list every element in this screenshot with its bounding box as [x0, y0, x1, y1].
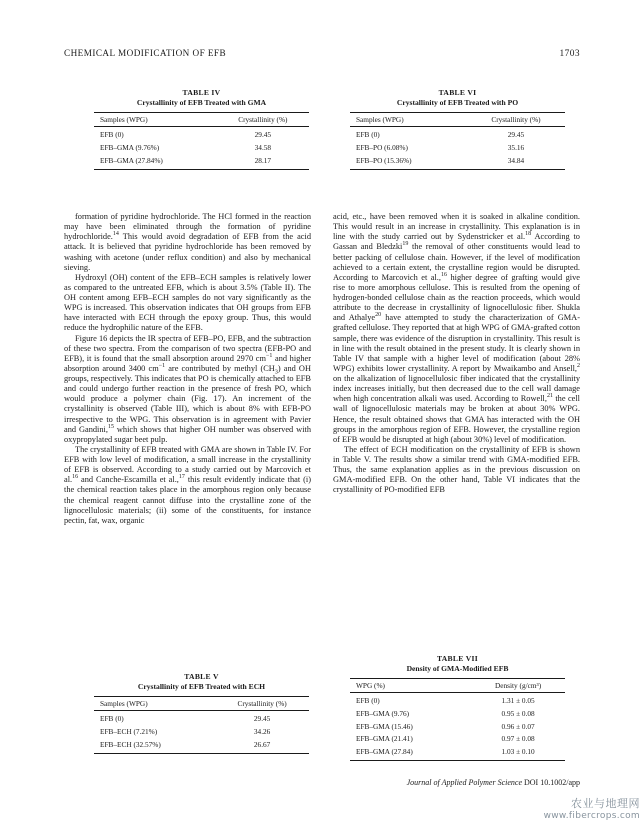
- cell-crystallinity: 29.45: [507, 130, 525, 140]
- table-row: [350, 733, 565, 746]
- table-row: [350, 127, 565, 142]
- table-vii-col-1: Density (g/cm³): [471, 678, 565, 693]
- table-row: [94, 725, 309, 738]
- cell-wpg: EFB–GMA (27.84): [350, 745, 471, 760]
- cell-crystallinity: 34.58: [254, 143, 272, 153]
- running-head-title: CHEMICAL MODIFICATION OF EFB: [64, 48, 227, 58]
- page-number: 1703: [559, 49, 580, 59]
- table-vi: [350, 88, 565, 170]
- journal-footer: [407, 778, 580, 787]
- cell-crystallinity: 35.16: [507, 143, 525, 153]
- table-iv-caption: [94, 88, 309, 109]
- table-iv-label: TABLE IV: [182, 88, 221, 97]
- table-vi-label: TABLE VI: [438, 88, 477, 97]
- watermark-line-1: 农业与地理网: [571, 797, 640, 810]
- table-row: [350, 141, 565, 154]
- table-vii-label: TABLE VII: [436, 654, 479, 663]
- cell-density: 1.31 ± 0.05: [501, 696, 535, 706]
- paragraph: Figure 16 depicts the IR spectra of EFB–PO, EFB, and the subtraction of these two spectra. From the comparison of two spectra (EFB-PO and EFB), it is found that the small absorption around 2970 $cm^{-1}$ and higher absorption around 3400 $cm^{-1}$ are contributed by methyl $(CH_3)$ and OH groups, respectively. This indicates that PO is chemically attached to EFB and could undergo further reaction in the presence of fresh PO, which would produce a polymer chain (Fig. 17). An increment of the crystallinity is observed (Table III), which is about 8% with EFB-PO irrespective to the WPG. This observation is in agreement with Pavier and Gandini,$^{15}$ which shows that higher OH number was observed with oxypropylated sugar beet pulp.: [64, 333, 311, 444]
- cell-wpg: EFB–GMA (15.46): [356, 721, 413, 731]
- cell-sample: EFB (0): [100, 714, 124, 724]
- table-vii-col-0: WPG (%): [350, 678, 471, 693]
- table-vi-caption: [350, 88, 565, 109]
- cell-crystallinity: 34.26: [253, 727, 271, 737]
- table-v-col-1: Crystallinity (%): [215, 696, 309, 711]
- watermark: [544, 797, 640, 822]
- table-header-row: [350, 112, 565, 127]
- cell-crystallinity: 29.45: [253, 714, 271, 724]
- cell-sample: EFB–PO (6.08%): [356, 143, 408, 153]
- table-vi-grid: [350, 112, 565, 170]
- cell-density: 0.96 ± 0.07: [501, 721, 535, 731]
- paragraph: acid, etc., have been removed when it is soaked in alkaline condition. This would result in an increase in crystallinity. This explanation is in line with the study carried out by Sydenstricker et al.$^{18}$ According to Gassan and Bledzki$^{19}$ the removal of other constituents would lead to better packing of cellulose chain. However, if the level of modification achieved to a certain extent, the crystalline region would be disrupted. According to Marcovich et al.,$^{16}$ higher degree of grafting would give rise to more amorphous cellulose. This is resulted from the opening of hydrogen-bonded cellulose chain as the reaction proceeds, which would attribute to the decrease in crystallinity of lignocellulosic fiber. Shukla and Athalye$^{20}$ have attempted to study the characterization of GMA-grafted cellulose. They reported that at high WPG of GMA-grafted cotton sample, there was evidence of the disruption in crystallinity. This result is in line with the result obtained in the present study. It is clearly shown in Table IV that sample with a higher level of modification (about 28% WPG) exhibits lower crystallinity. A report by Mwaikambo and Ansell,$^2$ on the alkalization of lignocellulosic fiber indicated that the crystallinity index increases initially, but then decreased due to the cell wall damage when high concentration alkali was used. According to Rowell,$^{21}$ the cell wall of lignocellulosic materials may be broken at about 30% WPG. Hence, the result obtained shows that GMA has interacted with the OH groups in the amorphous region of EFB. However, the crystalline region of EFB would be disrupted at high (about 30%) level of modification.: [333, 212, 581, 444]
- table-v-caption: [94, 672, 309, 693]
- cell-sample: EFB–GMA (9.76%): [100, 143, 160, 153]
- cell-wpg: EFB–GMA (21.41): [356, 734, 413, 744]
- table-iv-grid: [94, 112, 309, 170]
- table-row: [94, 738, 309, 753]
- paragraph: The effect of ECH modification on the crystallinity of EFB is shown in Table V. The results show a similar trend with GMA-modified EFB. Thus, the same explanation applies as in the previous discussion on GMA-modified EFB. On the other hand, Table VI indicates that the crystallinity of PO-modified EFB: [333, 444, 580, 495]
- body-column-right: [333, 212, 580, 496]
- table-v-title: Crystallinity of EFB Treated with ECH: [137, 682, 266, 692]
- doi-text: DOI 10.1002/app: [524, 778, 580, 787]
- cell-wpg: EFB (0): [356, 696, 380, 706]
- table-iv: [94, 88, 309, 170]
- table-vi-col-1: Crystallinity (%): [467, 112, 565, 127]
- table-vii: [350, 654, 565, 761]
- cell-crystallinity: 34.84: [467, 154, 565, 169]
- table-vii-title: Density of GMA-Modified EFB: [406, 664, 509, 674]
- running-head: [64, 48, 580, 59]
- table-vii-caption: [350, 654, 565, 675]
- cell-crystallinity: 29.45: [254, 130, 272, 140]
- cell-sample: EFB–ECH (32.57%): [94, 738, 215, 753]
- cell-crystallinity: 26.67: [215, 738, 309, 753]
- cell-sample: EFB–GMA (27.84%): [94, 154, 217, 169]
- table-row: [350, 693, 565, 708]
- table-row: [94, 127, 309, 142]
- cell-crystallinity: 28.17: [217, 154, 309, 169]
- cell-density: 1.03 ± 0.10: [471, 745, 565, 760]
- paragraph: Hydroxyl (OH) content of the EFB–ECH samples is relatively lower as compared to the untreated EFB, which is about 3.5% (Table II). The OH content among EFB–ECH samples do not vary significantly as the WPG is increased. This observation indicates that OH groups from EFB have interacted with ECH through the epoxy group. Thus, this would reduce the hydrophilic nature of the EFB.: [64, 272, 311, 333]
- journal-name: Journal of Applied Polymer Science: [406, 778, 522, 787]
- paragraph: formation of pyridine hydrochloride. The HCl formed in the reaction may have been eliminated through the formation of pyridine hydrochloride.$^{14}$ This would avoid degradation of EFB from the acid attack. It is believed that pyridine hydrochloride has been removed by washing with acetone (under reflux condition) and also by mechanical sieving.: [64, 212, 311, 272]
- table-row: [350, 707, 565, 720]
- cell-wpg: EFB–GMA (9.76): [356, 709, 410, 719]
- table-v-label: TABLE V: [184, 672, 219, 681]
- table-row: [94, 141, 309, 154]
- table-row: [350, 154, 565, 169]
- table-header-row: [94, 112, 309, 127]
- cell-sample: EFB–PO (15.36%): [350, 154, 467, 169]
- table-row: [350, 745, 565, 760]
- table-header-row: [350, 678, 565, 693]
- cell-sample: EFB (0): [100, 130, 124, 140]
- table-iv-col-0: Samples (WPG): [94, 112, 217, 127]
- body-column-left: [64, 212, 311, 526]
- cell-sample: EFB (0): [356, 130, 380, 140]
- paragraph: The crystallinity of EFB treated with GMA are shown in Table IV. For EFB with low level of modification, a small increase in the crystallinity of EFB is observed. According to a study carried out by Marcovich et al.$^{16}$ and Canche-Escamilla et al.,$^{17}$ this result evidently indicate that (i) the chemical reaction takes place in the amorphous region only because the chemical reagent cannot diffuse into the crystalline zone of the lignocellulosic materials; (ii) some of the constituents, for instance pectin, fat, wax, organic: [64, 444, 312, 525]
- table-row: [94, 154, 309, 169]
- cell-density: 0.95 ± 0.08: [501, 709, 535, 719]
- table-iv-title: Crystallinity of EFB Treated with GMA: [136, 98, 267, 108]
- cell-density: 0.97 ± 0.08: [501, 734, 535, 744]
- table-row: [94, 711, 309, 726]
- table-vii-grid: [350, 678, 565, 762]
- watermark-line-2: www.fibercrops.com: [543, 810, 640, 821]
- table-row: [350, 720, 565, 733]
- table-v-col-0: Samples (WPG): [94, 696, 215, 711]
- table-v-grid: [94, 696, 309, 754]
- table-header-row: [94, 696, 309, 711]
- table-vi-title: Crystallinity of EFB Treated with PO: [396, 98, 519, 108]
- table-vi-col-0: Samples (WPG): [350, 112, 467, 127]
- table-iv-col-1: Crystallinity (%): [217, 112, 309, 127]
- cell-sample: EFB–ECH (7.21%): [100, 727, 158, 737]
- table-v: [94, 672, 309, 754]
